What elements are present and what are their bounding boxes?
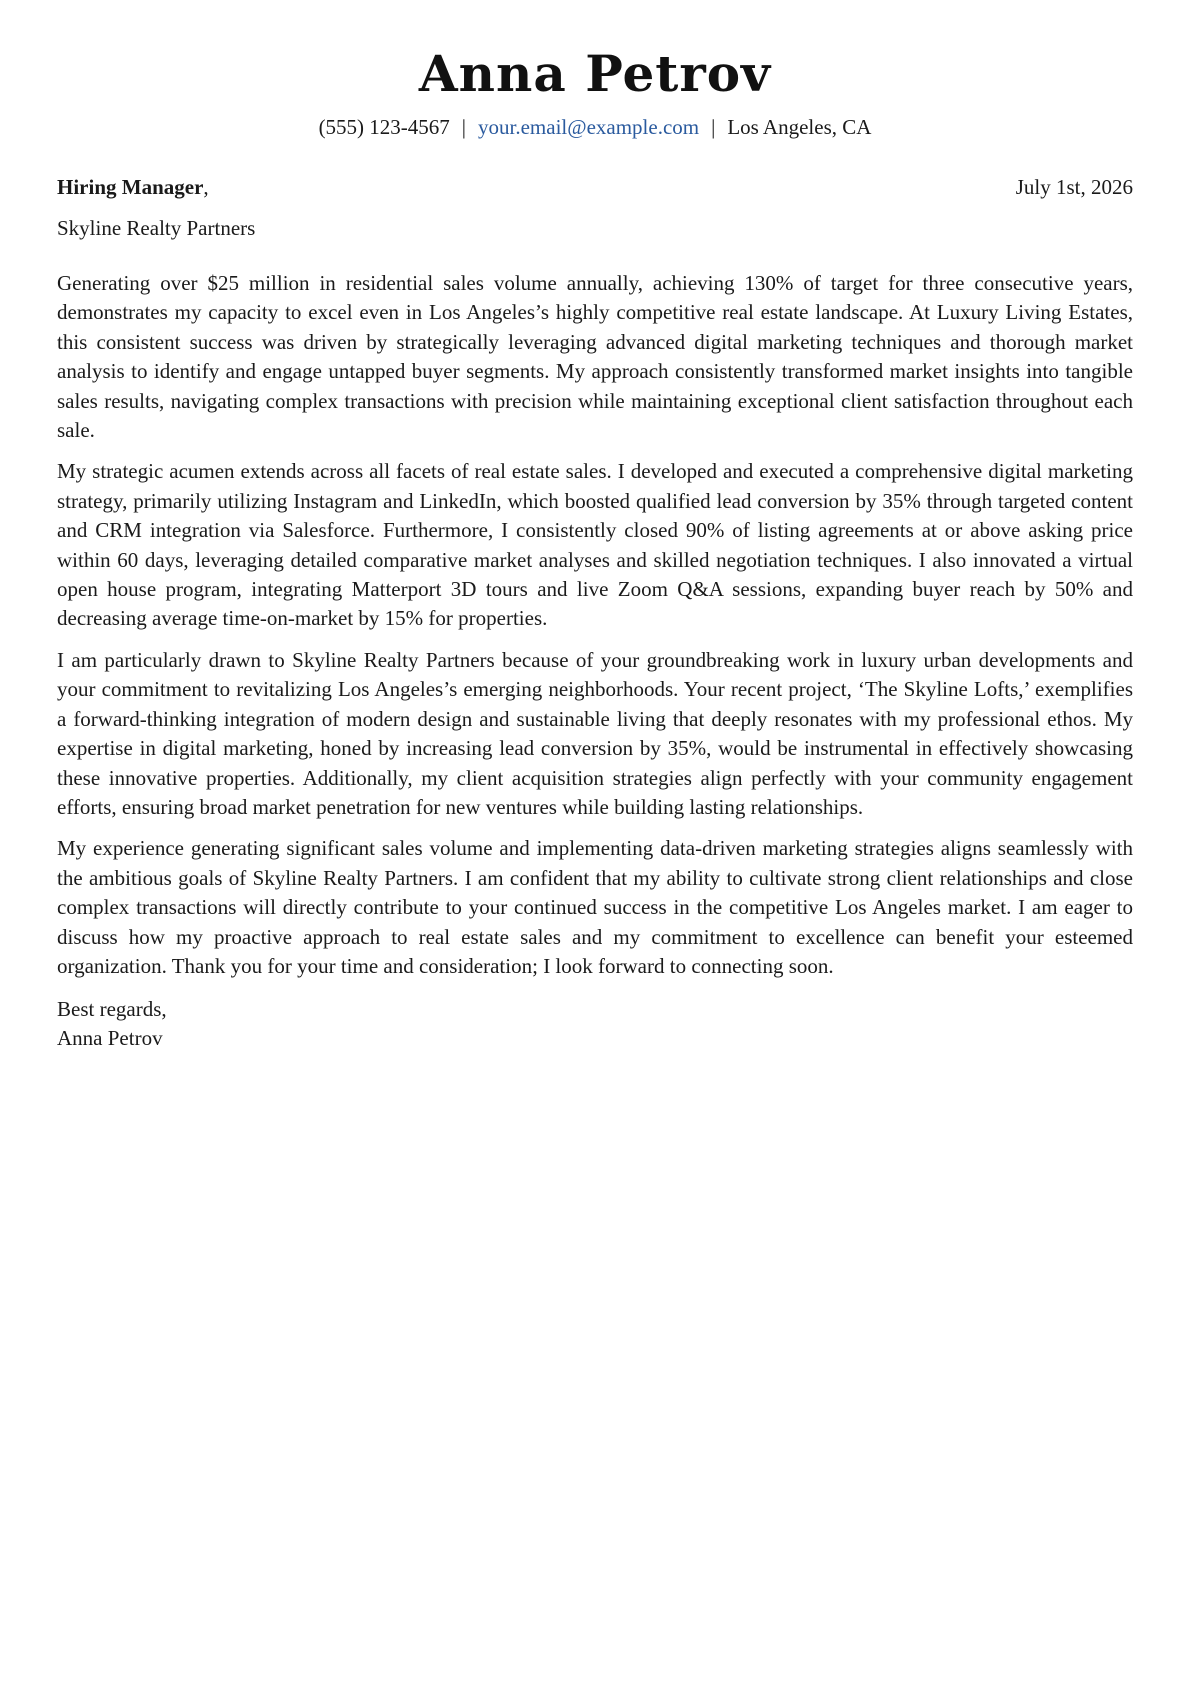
letter-header (57, 0, 1133, 140)
letter-body (57, 269, 1133, 981)
body-paragraph: My strategic acumen extends across all facets of real estate sales. I developed and executed a comprehensive digital marketing strategy, primarily utilizing Instagram and LinkedIn, which boosted qualified lead conversion by 35% through targeted content and CRM integration via Salesforce. Furthermore, I consistently closed 90% of listing agreements at or above asking price within 60 days, leveraging detailed comparative market analyses and skilled negotiation techniques. I also innovated a virtual open house program, integrating Matterport 3D tours and live Zoom Q&A sessions, expanding buyer reach by 50% and decreasing average time-on-market by 15% for properties. (57, 459, 1133, 631)
letter-date: July 1st, 2026 (1015, 175, 1133, 199)
contact-separator: | (461, 115, 467, 139)
contact-line (57, 114, 1133, 140)
contact-separator: | (711, 115, 716, 139)
email-link[interactable]: your.email@example.com (478, 115, 700, 139)
body-paragraph: I am particularly drawn to Skyline Realty Partners because of your groundbreaking work in luxury urban developments and your commitment to revitalizing Los Angeles’s emerging neighborhoods. Your recent project, ‘The Skyline Lofts,’ exemplifies a forward-thinking integration of modern design and sustainable living that deeply resonates with my professional ethos. My expertise in digital marketing, honed by increasing lead conversion by 35%, would be instrumental in effectively showcasing these innovative properties. Additionally, my client acquisition strategies align perfectly with your community engagement efforts, ensuring broad market penetration for new ventures while building lasting relationships. (57, 647, 1133, 819)
recipient-name: Hiring Manager (57, 175, 204, 199)
phone-number: (555) 123-4567 (318, 115, 450, 139)
recipient-line (57, 174, 209, 200)
closing-salutation: Best regards, (57, 997, 167, 1022)
location: Los Angeles, CA (727, 115, 872, 139)
recipient-name-suffix: , (203, 175, 209, 199)
signature-name: Anna Petrov (57, 1026, 163, 1051)
applicant-name: Anna Petrov (418, 44, 772, 103)
body-paragraph: My experience generating significant sales volume and implementing data-driven marketing strategies aligns seamlessly with the ambitious goals of Skyline Realty Partners. I am confident that my ability to cultivate strong client relationships and close complex transactions will directly contribute to your continued success in the competitive Los Angeles market. I am eager to discuss how my proactive approach to real estate sales and my commitment to excellence can benefit your esteemed organization. Thank you for your time and consideration; I look forward to connecting soon. (57, 836, 1133, 978)
body-paragraph: Generating over $25 million in residential sales volume annually, achieving 130% of target for three consecutive years, demonstrates my capacity to excel even in Los Angeles’s highly competitive real estate landscape. At Luxury Living Estates, this consistent success was driven by strategically leveraging advanced digital marketing techniques and thorough market analysis to identify and engage untapped buyer segments. My approach consistently transformed market insights into tangible sales results, navigating complex transactions with precision while maintaining exceptional client satisfaction throughout each sale. (57, 271, 1133, 443)
recipient-date-row (57, 174, 1133, 200)
recipient-company: Skyline Realty Partners (57, 216, 256, 240)
letter-closing (57, 995, 1133, 1053)
